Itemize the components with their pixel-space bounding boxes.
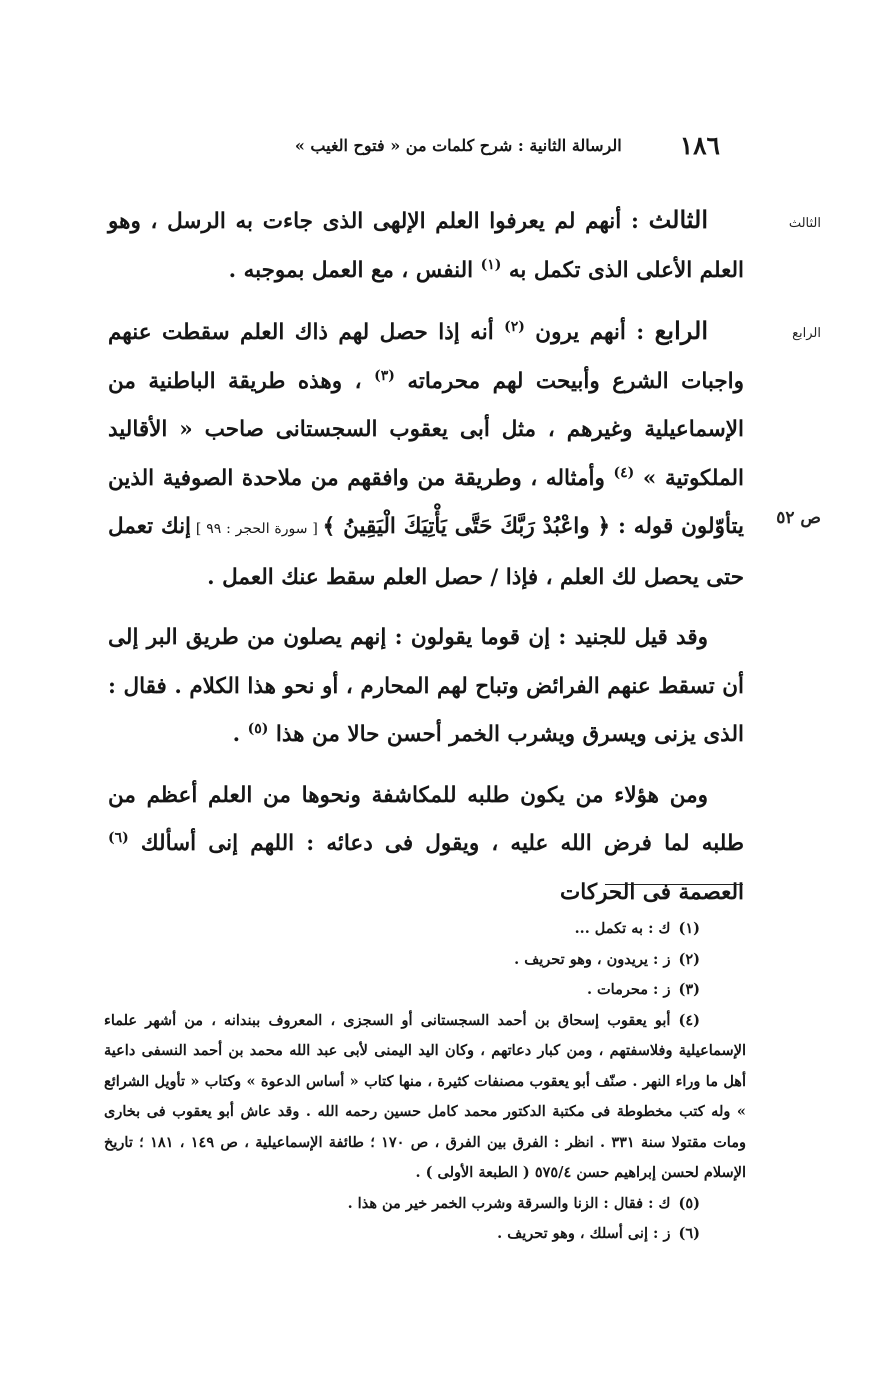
page-header — [250, 128, 720, 162]
paragraph-text: وقد قيل للجنيد : إن قوما يقولون : إنهم يصلون من طريق البر إلى أن تسقط عنهم الفرائض وتباح لهم المحارم ، أو نحو هذا الكلام . فقال : الذى يزنى ويسرق ويشرب الخمر أحسن حالا من هذا — [108, 625, 744, 747]
footnote-text: أبو يعقوب إسحاق بن أحمد السجستانى أو السجزى ، المعروف ببندانه ، من أشهر علماء الإسماعيلية وفلاسفتهم ، ومن كبار دعاتهم ، وكان اليد اليمنى لأبى عبد الله محمد بن أحمد النسفى داعية أهل ما وراء النهر . صنّف أبو يعقوب مصنفات كثيرة ، منها كتاب « أساس الدعوة » وكتاب « تأويل الشرائع » وله كتب مخطوطة فى مكتبة الدكتور محمد كامل حسين رحمه الله . وقد عاش أبو يعقوب فى بخارى ومات مقتولا سنة ٣٣١ . انظر : الفرق بين الفرق ، ص ١٧٠ ؛ طائفة الإسماعيلية ، ص ١٤٩ ، ١٨١ ؛ تاريخ الإسلام لحسن إبراهيم حسن ٥٧٥/٤ ( الطبعة الأولى ) . — [104, 1011, 746, 1181]
footnote-text: ز : محرمات . — [586, 981, 671, 998]
paragraph-text: . — [232, 722, 248, 747]
paragraph-text: : أنهم يرون — [524, 320, 655, 345]
footnote-item — [104, 945, 746, 976]
quran-verse: ﴿ واعْبُدْ رَبَّكَ حَتَّى يَأْتِيَكَ الْيَقِينُ ﴾ — [322, 514, 611, 539]
paragraph-fourth — [108, 307, 744, 602]
margin-note-third: الثالث — [788, 216, 821, 231]
surah-reference: [ سورة الحجر : ٩٩ ] — [191, 521, 323, 537]
footnote-number: (٦) — [678, 1225, 700, 1242]
paragraph-mukashafa — [108, 772, 744, 918]
paragraph-text: النفس ، مع العمل بموجبه . — [228, 257, 481, 283]
footnote-item — [104, 914, 746, 945]
footnote-marker: (٥) — [247, 720, 269, 737]
main-text — [108, 196, 744, 927]
paragraph-keyword: الثالث — [648, 205, 708, 234]
footnote-text: ز : يريدون ، وهو تحريف . — [514, 950, 671, 968]
paragraph-text: : أنهم لم يعرفوا العلم الإلهى الذى جاءت به الرسل ، وهو العلم الأعلى الذى تكمل به — [108, 209, 744, 283]
page-number: ١٨٦ — [679, 130, 720, 160]
paragraph-text: العصمة فى الحركات — [560, 879, 744, 905]
footnote-number: (٤) — [678, 1011, 700, 1029]
footnote-text: ك : به تكمل ... — [574, 920, 671, 937]
paragraph-text: إنك تعمل حتى يحصل لك العلم ، فإذا / حصل العلم سقط عنك العمل . — [108, 514, 744, 590]
footnote-marker: (٢) — [504, 318, 525, 335]
footnote-text: ز : إنى أسلك ، وهو تحريف . — [497, 1225, 671, 1242]
paragraph-keyword: الرابع — [654, 316, 708, 345]
footnote-item — [104, 1219, 746, 1250]
paragraph-text: وأمثاله ، وطريقة من وافقهم من ملاحدة الصوفية الذين يتأوّلون قوله : — [108, 465, 744, 539]
footnotes — [104, 914, 746, 1250]
footnote-marker: (٣) — [374, 367, 395, 384]
footnote-marker: (٤) — [613, 464, 635, 481]
footnote-text: ك : فقال : الزنا والسرقة وشرب الخمر خير من هذا . — [347, 1194, 671, 1212]
footnote-marker: (٦) — [108, 829, 129, 846]
paragraph-text: ومن هؤلاء من يكون طلبه للمكاشفة ونحوها من العلم أعظم من طلبه لما فرض الله عليه ، ويقول فى دعائه : اللهم إنى أسألك — [108, 782, 744, 856]
footnote-number: (١) — [678, 920, 700, 937]
paragraph-text: ، وهذه طريقة الباطنية من الإسماعيلية وغيرهم ، مثل أبى يعقوب السجستانى صاحب « الأقاليد الملكوتية » — [108, 368, 744, 491]
footnote-item — [104, 1006, 746, 1189]
footnote-marker: (١) — [480, 256, 502, 273]
paragraph-junayd — [108, 614, 744, 760]
paragraph-third — [108, 196, 744, 295]
footnote-number: (٥) — [678, 1194, 700, 1212]
margin-page-reference: ص ٥٢ — [776, 508, 821, 528]
footnote-item — [104, 1189, 746, 1220]
margin-note-fourth: الرابع — [792, 326, 821, 341]
footnote-number: (٢) — [678, 950, 700, 968]
footnote-separator — [605, 884, 743, 885]
footnote-item — [104, 975, 746, 1006]
running-title: الرسالة الثانية : شرح كلمات من « فتوح الغيب » — [294, 135, 622, 155]
footnote-number: (٣) — [678, 981, 700, 998]
paragraph-text: أنه إذا حصل لهم ذاك العلم سقطت عنهم واجبات الشرع وأبيحت لهم محرماته — [108, 320, 745, 394]
